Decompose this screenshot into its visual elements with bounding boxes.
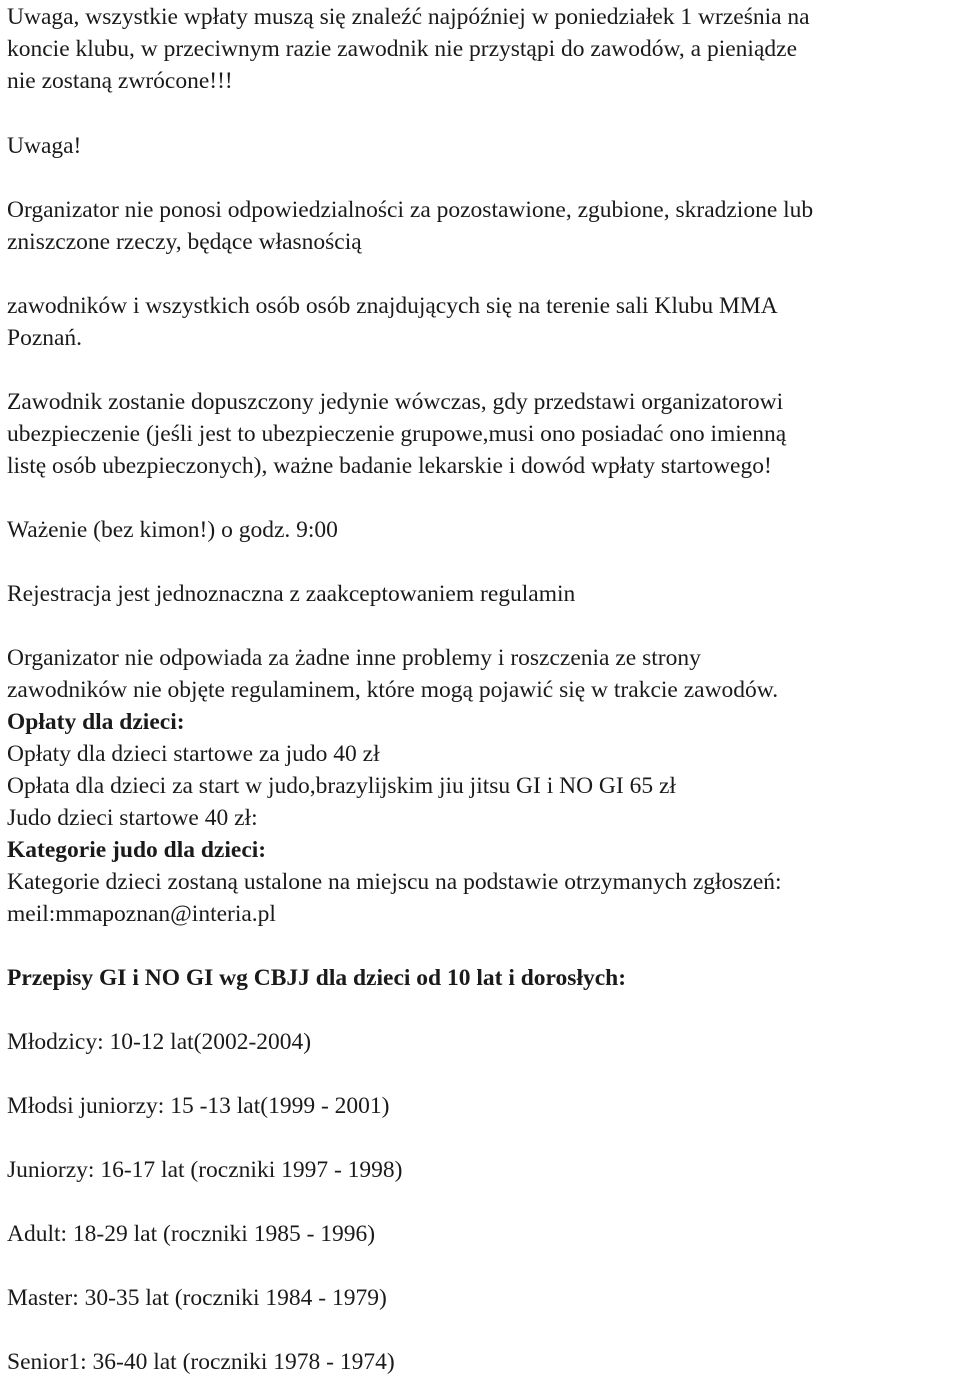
children-judo-fee: Judo dzieci startowe 40 zł: — [7, 805, 258, 831]
rules-heading: Przepisy GI i NO GI wg CBJJ dla dzieci od 10 lat i dorosłych: — [7, 965, 627, 991]
children-fees-heading: Opłaty dla dzieci: — [7, 709, 185, 735]
children-categories-heading: Kategorie judo dla dzieci: — [7, 837, 267, 863]
warning-heading: Uwaga! — [7, 133, 82, 159]
age-category-adult: Adult: 18-29 lat (roczniki 1985 - 1996) — [7, 1221, 376, 1247]
liability-line-2: zniszczone rzeczy, będące własnością — [7, 229, 362, 255]
organizer-disclaimer-line-1: Organizator nie odpowiada za żadne inne problemy i roszczenia ze strony — [7, 645, 701, 671]
payment-deadline-line-1: Uwaga, wszystkie wpłaty muszą się znaleźć najpóźniej w poniedziałek 1 września na — [7, 4, 810, 30]
age-category-senior1: Senior1: 36-40 lat (roczniki 1978 - 1974) — [7, 1349, 395, 1375]
age-category-master: Master: 30-35 lat (roczniki 1984 - 1979) — [7, 1285, 387, 1311]
children-fee-combined: Opłata dla dzieci za start w judo,brazylijskim jiu jitsu GI i NO GI 65 zł — [7, 773, 676, 799]
children-fee-judo: Opłaty dla dzieci startowe za judo 40 zł — [7, 741, 380, 767]
children-categories-info: Kategorie dzieci zostaną ustalone na miejscu na podstawie otrzymanych zgłoszeń: — [7, 869, 782, 895]
admission-line-2: ubezpieczenie (jeśli jest to ubezpieczenie grupowe,musi ono posiadać ono imienną — [7, 421, 787, 447]
admission-line-1: Zawodnik zostanie dopuszczony jedynie wówczas, gdy przedstawi organizatorowi — [7, 389, 784, 415]
weigh-in-time: Ważenie (bez kimon!) o godz. 9:00 — [7, 517, 338, 543]
liability-line-3: zawodników i wszystkich osób osób znajdujących się na terenie sali Klubu MMA — [7, 293, 778, 319]
age-category-mlodsi-juniorzy: Młodsi juniorzy: 15 -13 lat(1999 - 2001) — [7, 1093, 390, 1119]
payment-deadline-line-3: nie zostaną zwrócone!!! — [7, 68, 233, 94]
age-category-juniorzy: Juniorzy: 16-17 lat (roczniki 1997 - 1998) — [7, 1157, 403, 1183]
payment-deadline-line-2: koncie klubu, w przeciwnym razie zawodnik nie przystąpi do zawodów, a pieniądze — [7, 36, 798, 62]
age-category-mlodzicy: Młodzicy: 10-12 lat(2002-2004) — [7, 1029, 312, 1055]
organizer-disclaimer-line-2: zawodników nie objęte regulaminem, które mogą pojawić się w trakcie zawodów. — [7, 677, 779, 703]
contact-email: meil:mmapoznan@interia.pl — [7, 901, 276, 927]
liability-line-1: Organizator nie ponosi odpowiedzialności za pozostawione, zgubione, skradzione lub — [7, 197, 814, 223]
liability-line-4: Poznań. — [7, 325, 83, 351]
admission-line-3: listę osób ubezpieczonych), ważne badanie lekarskie i dowód wpłaty startowego! — [7, 453, 772, 479]
registration-terms: Rejestracja jest jednoznaczna z zaakceptowaniem regulamin — [7, 581, 576, 607]
